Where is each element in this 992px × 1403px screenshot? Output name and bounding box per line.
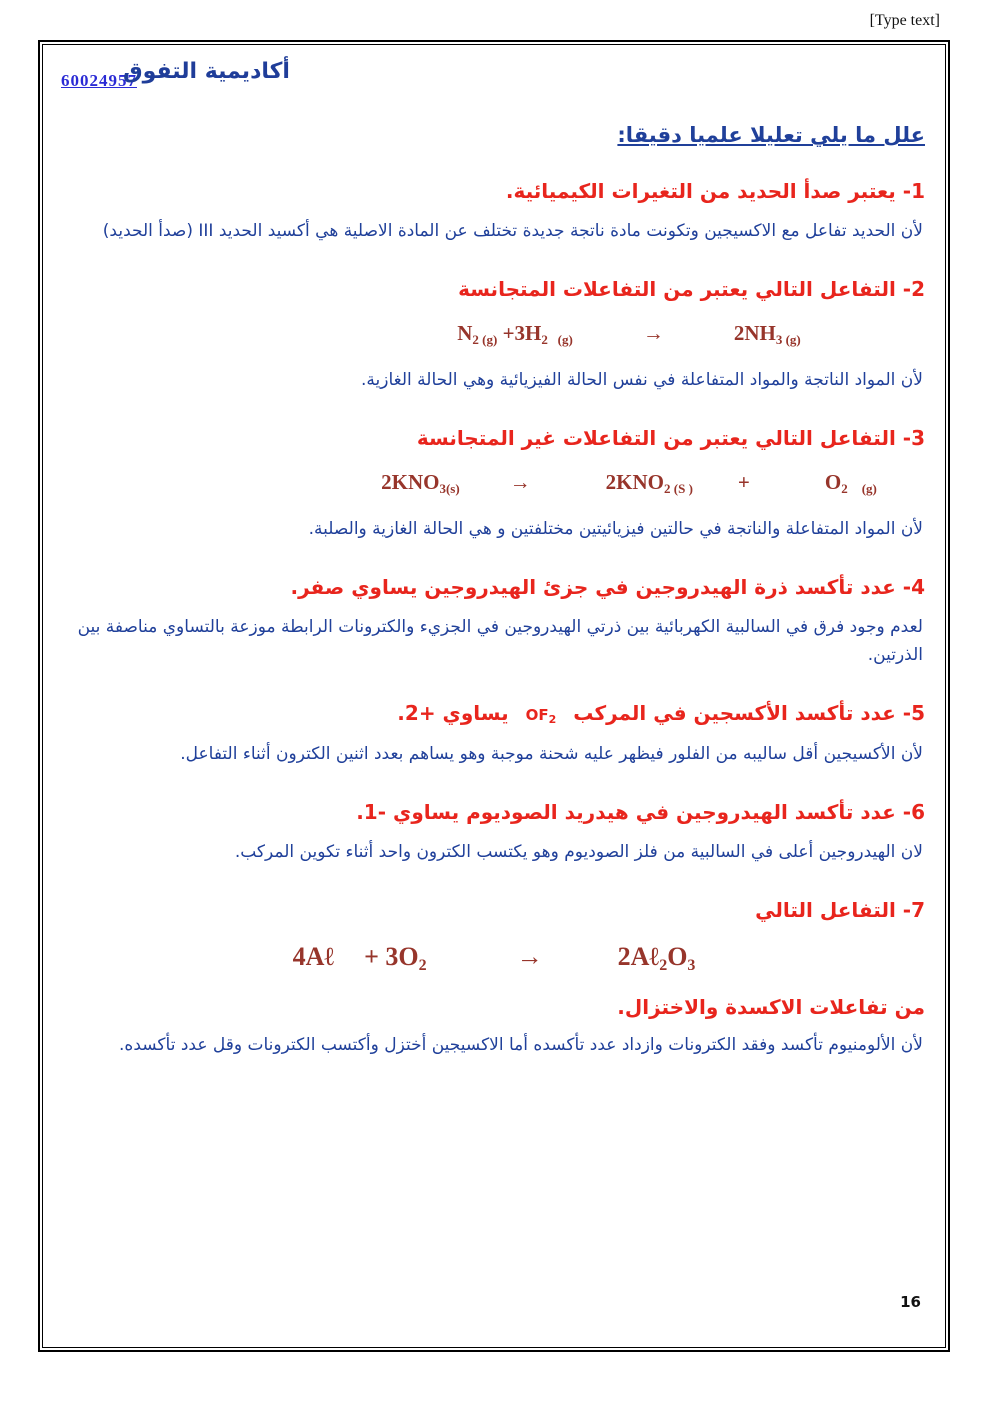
section-explanation: لأن المواد المتفاعلة والناتجة في حالتين فيزيائيتين مختلفتين و هي الحالة الغازية والصلبة. bbox=[308, 519, 923, 540]
question-section-4 bbox=[61, 573, 927, 669]
eq-term: N bbox=[457, 321, 473, 346]
eq-subscript: 2 bbox=[418, 956, 427, 974]
eq-subscript: 2 (g) bbox=[472, 332, 498, 348]
eq-subscript: 3 (g) bbox=[775, 332, 801, 348]
equation-aluminum-oxidation bbox=[61, 942, 927, 975]
eq-subscript: 2 bbox=[841, 481, 848, 497]
eq-subscript: 2 (g) bbox=[541, 332, 573, 348]
equation-kno3-decomposition bbox=[331, 470, 927, 497]
section-heading: 3- التفاعل التالي يعتبر من التفاعلات غير المتجانسة bbox=[416, 426, 925, 451]
section-explanation: لأن الحديد تفاعل مع الاكسيجين وتكونت مادة ناتجة جديدة تختلف عن المادة الاصلية هي أكسيد الحديد III (صدأ الحديد) bbox=[102, 221, 923, 241]
equation-ammonia-synthesis bbox=[331, 321, 927, 348]
section-heading: 4- عدد تأكسد ذرة الهيدروجين في جزئ الهيدروجين يساوي صفر. bbox=[290, 575, 925, 600]
logo-number-link[interactable]: 60024957 bbox=[61, 71, 137, 90]
page-content bbox=[42, 44, 946, 1348]
question-section-5 bbox=[61, 699, 927, 767]
section-heading: 2- التفاعل التالي يعتبر من التفاعلات المتجانسة bbox=[458, 277, 925, 302]
page-border bbox=[38, 40, 950, 1352]
question-section-1 bbox=[61, 177, 927, 245]
eq-term: + bbox=[737, 470, 750, 495]
section-explanation: لأن الأكسيجين أقل ساليبه من الفلور فيظهر عليه شحنة موجبة وهو يساهم بعدد اثنين الكترون أثناء التفاعل. bbox=[180, 743, 923, 764]
chemical-formula-of2 bbox=[526, 705, 557, 727]
eq-term: +3H bbox=[497, 321, 542, 346]
section-subheading: من تفاعلات الاكسدة والاختزال. bbox=[617, 994, 925, 1019]
eq-term: → bbox=[509, 470, 531, 495]
heading-text-pre: 5- عدد تأكسد الأكسجين في المركب bbox=[573, 701, 925, 726]
eq-term: → bbox=[642, 321, 664, 346]
section-explanation: لان الهيدروجين أعلى في السالبية من فلز الصوديوم وهو يكتسب الكترون واحد أثناء تكوين المركب. bbox=[234, 841, 923, 862]
question-section-6 bbox=[61, 798, 927, 866]
heading-text-post: يساوي +2. bbox=[397, 701, 509, 726]
section-explanation: لعدم وجود فرق في السالبية الكهربائية بين ذرتي الهيدروجين في الجزيء والكترونات الرابطة موزعة بالتساوي مناصفة بين الذرتين. bbox=[77, 617, 923, 666]
page-number: 16 bbox=[900, 1293, 921, 1311]
logo-arabic-text: أكاديمية التفوق bbox=[123, 59, 290, 84]
formula-subscript: 2 bbox=[548, 713, 557, 727]
section-heading: 7- التفاعل التالي bbox=[755, 897, 925, 922]
eq-subscript: (g) bbox=[861, 481, 877, 497]
eq-term: 2KNO bbox=[605, 470, 665, 495]
header-logo bbox=[61, 59, 927, 119]
eq-term: O bbox=[824, 470, 842, 495]
section-explanation: لأن الألومنيوم تأكسد وفقد الكترونات وازداد عدد تأكسده أما الاكسيجين أختزل وأكتسب الكترونات وقل عدد تأكسده. bbox=[119, 1034, 923, 1055]
page-title: علل ما يلي تعليلا علميا دقيقا: bbox=[617, 123, 925, 147]
eq-term: 2NH bbox=[733, 321, 776, 346]
type-text-placeholder: [Type text] bbox=[869, 12, 940, 29]
eq-subscript: 3(s) bbox=[439, 481, 460, 497]
question-section-7 bbox=[61, 896, 927, 1059]
question-section-2 bbox=[61, 275, 927, 394]
question-section-3 bbox=[61, 424, 927, 543]
eq-term: 2Aℓ bbox=[617, 941, 660, 971]
section-heading: 1- يعتبر صدأ الحديد من التغيرات الكيميائية. bbox=[505, 179, 925, 203]
formula-symbol: OF bbox=[525, 706, 549, 725]
eq-subscript: 3 bbox=[687, 956, 696, 974]
eq-subscript: 2 (S ) bbox=[664, 481, 693, 497]
eq-term: O bbox=[667, 941, 688, 971]
section-heading: 6- عدد تأكسد الهيدروجين في هيدريد الصوديوم يساوي -1. bbox=[356, 799, 925, 824]
section-explanation: لأن المواد الناتجة والمواد المتفاعلة في نفس الحالة الفيزيائية وهي الحالة الغازية. bbox=[361, 370, 923, 391]
section-heading bbox=[63, 699, 925, 727]
eq-term: 2KNO bbox=[381, 470, 440, 495]
eq-term: → bbox=[516, 941, 543, 971]
eq-subscript: 2 bbox=[659, 956, 668, 974]
eq-term: + 3O bbox=[364, 941, 419, 971]
eq-term: 4Aℓ bbox=[292, 941, 335, 971]
